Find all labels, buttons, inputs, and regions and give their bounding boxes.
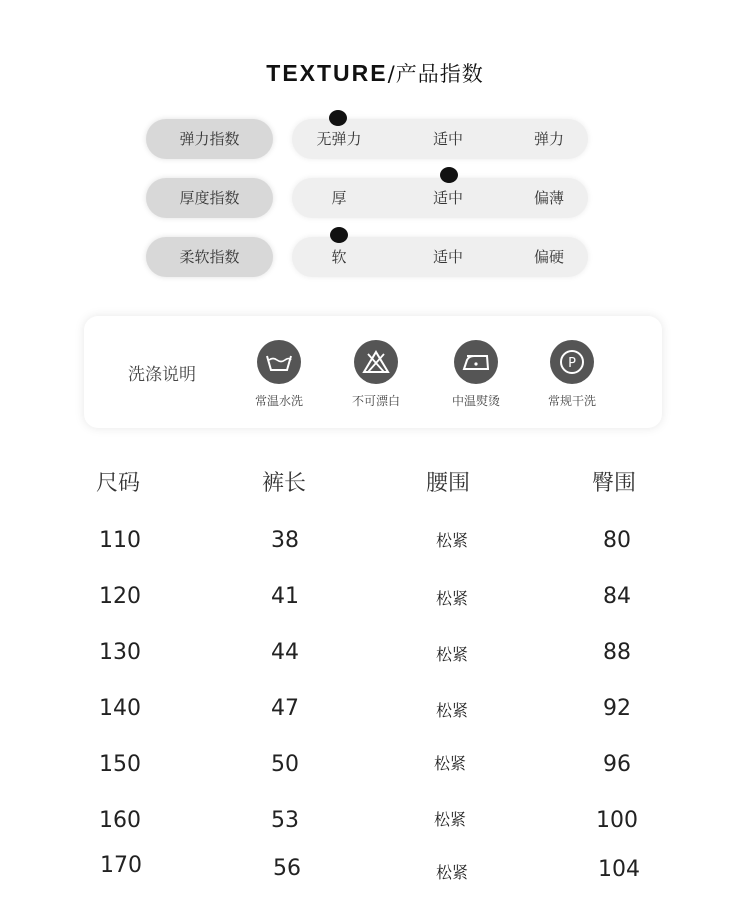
index-option: 适中	[432, 248, 464, 266]
title-bold: TEXTURE	[266, 60, 388, 86]
wash-basin-icon	[257, 340, 301, 384]
table-cell: 松紧	[435, 863, 469, 882]
iron-icon	[454, 340, 498, 384]
table-cell: 松紧	[435, 701, 469, 720]
index-label: 弹力指数	[146, 119, 273, 159]
table-cell: 56	[273, 856, 301, 881]
index-option: 无弹力	[316, 130, 362, 148]
index-option: 软	[331, 248, 347, 266]
table-cell: 50	[271, 752, 299, 777]
table-cell: 88	[603, 640, 631, 665]
column-header: 裤长	[262, 471, 307, 496]
column-header: 尺码	[96, 471, 141, 496]
index-marker	[330, 227, 348, 243]
no-bleach-icon	[354, 340, 398, 384]
column-header: 腰围	[426, 471, 471, 496]
table-cell: 84	[603, 584, 631, 609]
table-cell: 100	[596, 808, 638, 833]
table-cell: 松紧	[435, 645, 469, 664]
table-cell: 47	[271, 696, 299, 721]
table-cell: 130	[99, 640, 141, 665]
table-cell: 150	[99, 752, 141, 777]
table-cell: 松紧	[435, 589, 469, 608]
index-label: 厚度指数	[146, 178, 273, 218]
table-cell: 140	[99, 696, 141, 721]
table-cell: 41	[271, 584, 299, 609]
wash-item	[431, 340, 521, 409]
wash-label: 常温水洗	[254, 394, 303, 408]
table-cell: 松紧	[435, 531, 469, 550]
table-cell: 110	[99, 528, 141, 553]
wash-label: 常规干洗	[547, 394, 596, 408]
index-option: 偏薄	[533, 189, 565, 207]
index-marker	[440, 167, 458, 183]
table-cell: 92	[603, 696, 631, 721]
index-track	[292, 178, 588, 218]
index-option: 弹力	[533, 130, 565, 148]
index-track	[292, 237, 588, 277]
index-label: 柔软指数	[146, 237, 273, 277]
table-cell: 160	[99, 808, 141, 833]
index-option: 适中	[432, 189, 464, 207]
index-option: 偏硬	[533, 248, 565, 266]
index-row-thickness	[0, 178, 750, 218]
page-title	[0, 58, 750, 88]
table-cell: 96	[603, 752, 631, 777]
table-cell: 170	[100, 853, 142, 878]
index-option: 厚	[331, 189, 347, 207]
table-cell: 104	[598, 857, 640, 882]
table-cell: 80	[603, 528, 631, 553]
index-row-softness	[0, 237, 750, 277]
dry-clean-icon	[550, 340, 594, 384]
index-marker	[329, 110, 347, 126]
title-rest: /产品指数	[387, 62, 484, 86]
wash-label: 不可漂白	[351, 394, 400, 408]
table-cell: 松紧	[433, 754, 467, 773]
wash-label: 中温熨烫	[451, 394, 500, 408]
wash-item	[234, 340, 324, 409]
table-cell: 44	[271, 640, 299, 665]
wash-instructions-card	[84, 316, 662, 428]
table-cell: 53	[271, 808, 299, 833]
index-row-elasticity	[0, 119, 750, 159]
index-option: 适中	[432, 130, 464, 148]
wash-item	[527, 340, 617, 409]
table-cell: 38	[271, 528, 299, 553]
wash-title: 洗涤说明	[128, 365, 196, 385]
table-cell: 120	[99, 584, 141, 609]
column-header: 臀围	[592, 471, 637, 496]
wash-item	[331, 340, 421, 409]
svg-text:P: P	[568, 356, 576, 371]
table-cell: 松紧	[433, 810, 467, 829]
